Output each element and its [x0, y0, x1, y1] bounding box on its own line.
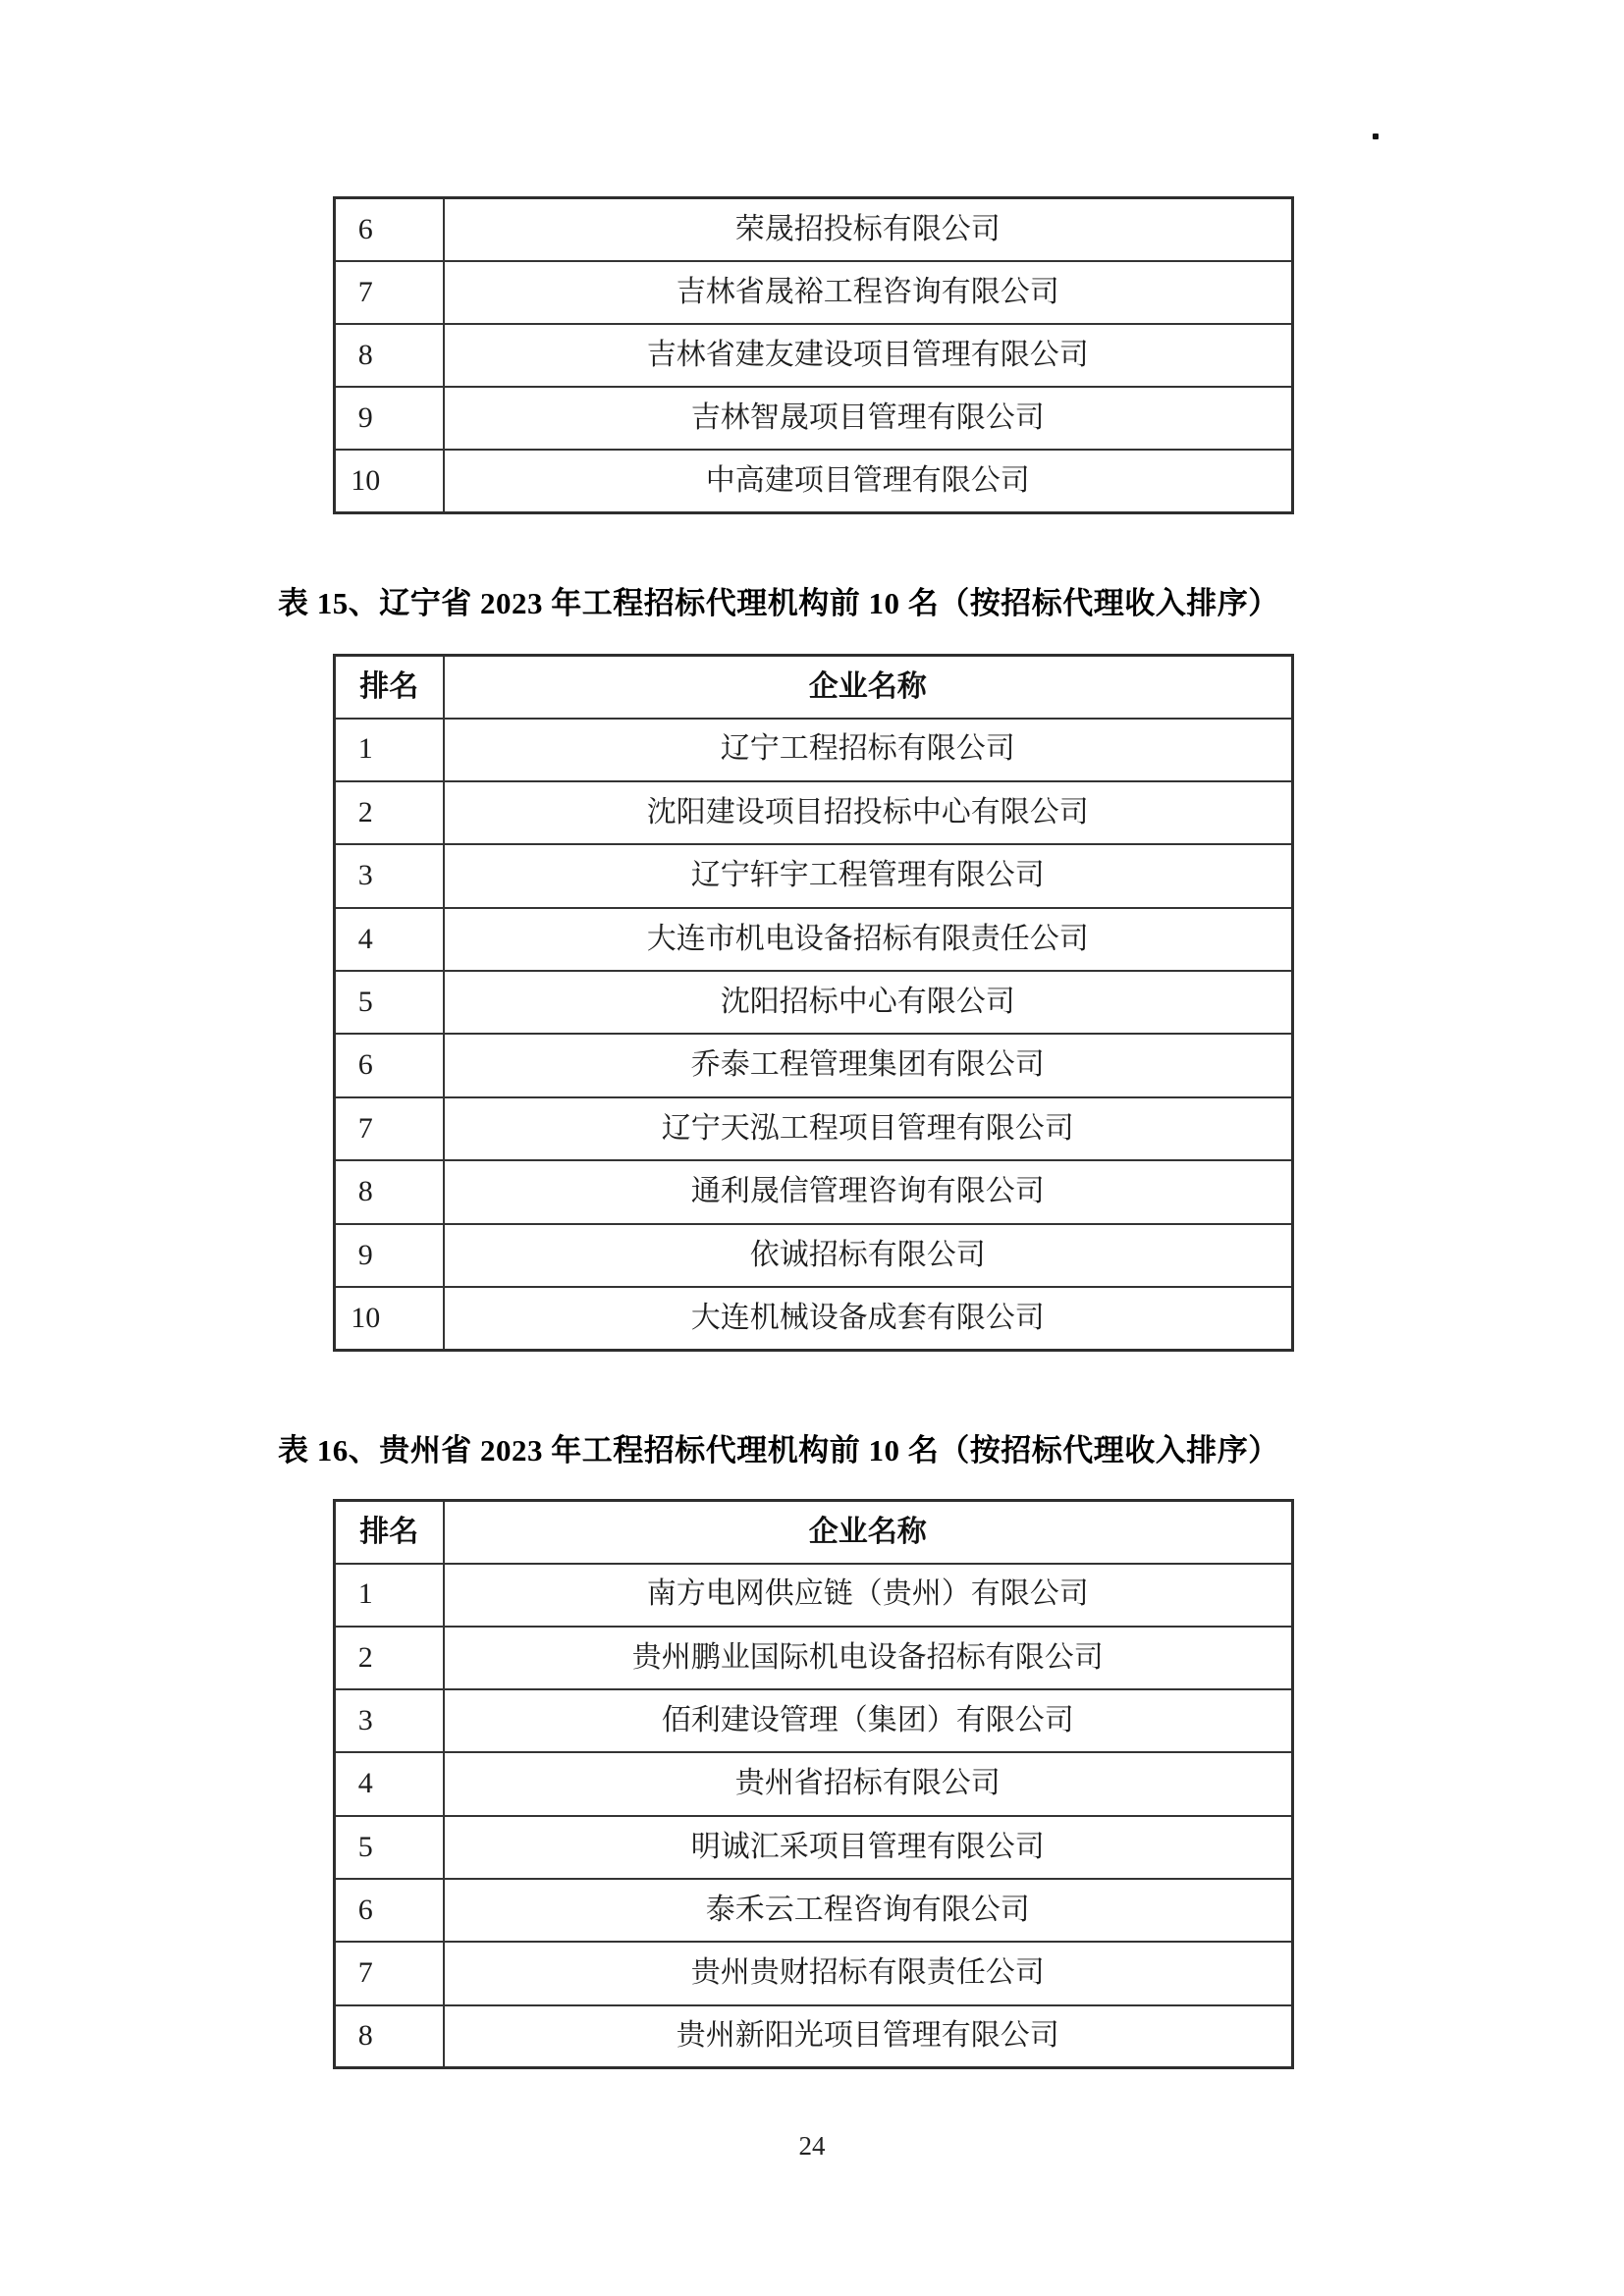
table-row [335, 1627, 1293, 1689]
rank-cell: 5 [335, 1816, 444, 1879]
table-row [335, 719, 1293, 781]
rank-cell: 4 [335, 1752, 444, 1815]
rank-cell: 2 [335, 781, 444, 844]
rank-cell: 8 [335, 324, 444, 387]
company-name-cell: 吉林智晟项目管理有限公司 [444, 387, 1293, 450]
company-name-cell: 辽宁工程招标有限公司 [444, 719, 1293, 781]
table-row [335, 844, 1293, 907]
company-name-cell: 大连机械设备成套有限公司 [444, 1287, 1293, 1350]
table-row [335, 908, 1293, 971]
rank-cell: 6 [335, 198, 444, 261]
rank-cell: 8 [335, 1160, 444, 1223]
company-name-cell: 荣晟招投标有限公司 [444, 198, 1293, 261]
rank-cell: 1 [335, 1564, 444, 1627]
table-row [335, 324, 1293, 387]
rank-cell: 8 [335, 2005, 444, 2068]
company-name-header-cell: 企业名称 [444, 656, 1293, 719]
company-name-cell: 佰利建设管理（集团）有限公司 [444, 1689, 1293, 1752]
table-header-row [335, 656, 1293, 719]
company-name-cell: 吉林省建友建设项目管理有限公司 [444, 324, 1293, 387]
table-row [335, 1034, 1293, 1096]
company-name-cell: 乔泰工程管理集团有限公司 [444, 1034, 1293, 1096]
company-name-header-cell: 企业名称 [444, 1501, 1293, 1564]
rank-cell: 9 [335, 387, 444, 450]
company-name-cell: 沈阳建设项目招投标中心有限公司 [444, 781, 1293, 844]
rank-cell: 9 [335, 1224, 444, 1287]
table-row [335, 1287, 1293, 1350]
table-row [335, 1224, 1293, 1287]
table-16-heading: 表 16、贵州省 2023 年工程招标代理机构前 10 名（按招标代理收入排序） [278, 1433, 1279, 1468]
company-name-cell: 沈阳招标中心有限公司 [444, 971, 1293, 1034]
table-row [335, 1097, 1293, 1160]
company-name-cell: 明诚汇采项目管理有限公司 [444, 1816, 1293, 1879]
table-jilin-partial [333, 196, 1294, 514]
company-name-cell: 中高建项目管理有限公司 [444, 450, 1293, 512]
company-name-cell: 贵州贵财招标有限责任公司 [444, 1942, 1293, 2004]
company-name-cell: 辽宁天泓工程项目管理有限公司 [444, 1097, 1293, 1160]
table-row [335, 1160, 1293, 1223]
table-guizhou-top10 [333, 1499, 1294, 2069]
rank-cell: 2 [335, 1627, 444, 1689]
table-row [335, 1879, 1293, 1942]
table-row [335, 1689, 1293, 1752]
table-row [335, 1942, 1293, 2004]
rank-cell: 7 [335, 1097, 444, 1160]
rank-header-cell: 排名 [335, 656, 444, 719]
company-name-cell: 依诚招标有限公司 [444, 1224, 1293, 1287]
company-name-cell: 南方电网供应链（贵州）有限公司 [444, 1564, 1293, 1627]
rank-cell: 3 [335, 844, 444, 907]
company-name-cell: 辽宁轩宇工程管理有限公司 [444, 844, 1293, 907]
rank-cell: 4 [335, 908, 444, 971]
rank-cell: 3 [335, 1689, 444, 1752]
table-row [335, 2005, 1293, 2068]
table-header-row [335, 1501, 1293, 1564]
table-row [335, 1752, 1293, 1815]
company-name-cell: 贵州省招标有限公司 [444, 1752, 1293, 1815]
table-row [335, 971, 1293, 1034]
rank-cell: 10 [335, 450, 444, 512]
rank-cell: 5 [335, 971, 444, 1034]
table-row [335, 261, 1293, 324]
table-row [335, 1564, 1293, 1627]
rank-cell: 1 [335, 719, 444, 781]
company-name-cell: 大连市机电设备招标有限责任公司 [444, 908, 1293, 971]
stray-dot-mark [1373, 133, 1379, 139]
table-row [335, 781, 1293, 844]
company-name-cell: 泰禾云工程咨询有限公司 [444, 1879, 1293, 1942]
rank-cell: 6 [335, 1879, 444, 1942]
table-liaoning-top10 [333, 654, 1294, 1352]
company-name-cell: 吉林省晟裕工程咨询有限公司 [444, 261, 1293, 324]
rank-cell: 10 [335, 1287, 444, 1350]
company-name-cell: 通利晟信管理咨询有限公司 [444, 1160, 1293, 1223]
page-number: 24 [798, 2131, 826, 2161]
rank-cell: 7 [335, 1942, 444, 2004]
rank-header-cell: 排名 [335, 1501, 444, 1564]
company-name-cell: 贵州鹏业国际机电设备招标有限公司 [444, 1627, 1293, 1689]
table-15-heading: 表 15、辽宁省 2023 年工程招标代理机构前 10 名（按招标代理收入排序） [278, 586, 1279, 620]
rank-cell: 6 [335, 1034, 444, 1096]
table-row [335, 450, 1293, 512]
table-row [335, 198, 1293, 261]
table-row [335, 387, 1293, 450]
table-row [335, 1816, 1293, 1879]
rank-cell: 7 [335, 261, 444, 324]
company-name-cell: 贵州新阳光项目管理有限公司 [444, 2005, 1293, 2068]
